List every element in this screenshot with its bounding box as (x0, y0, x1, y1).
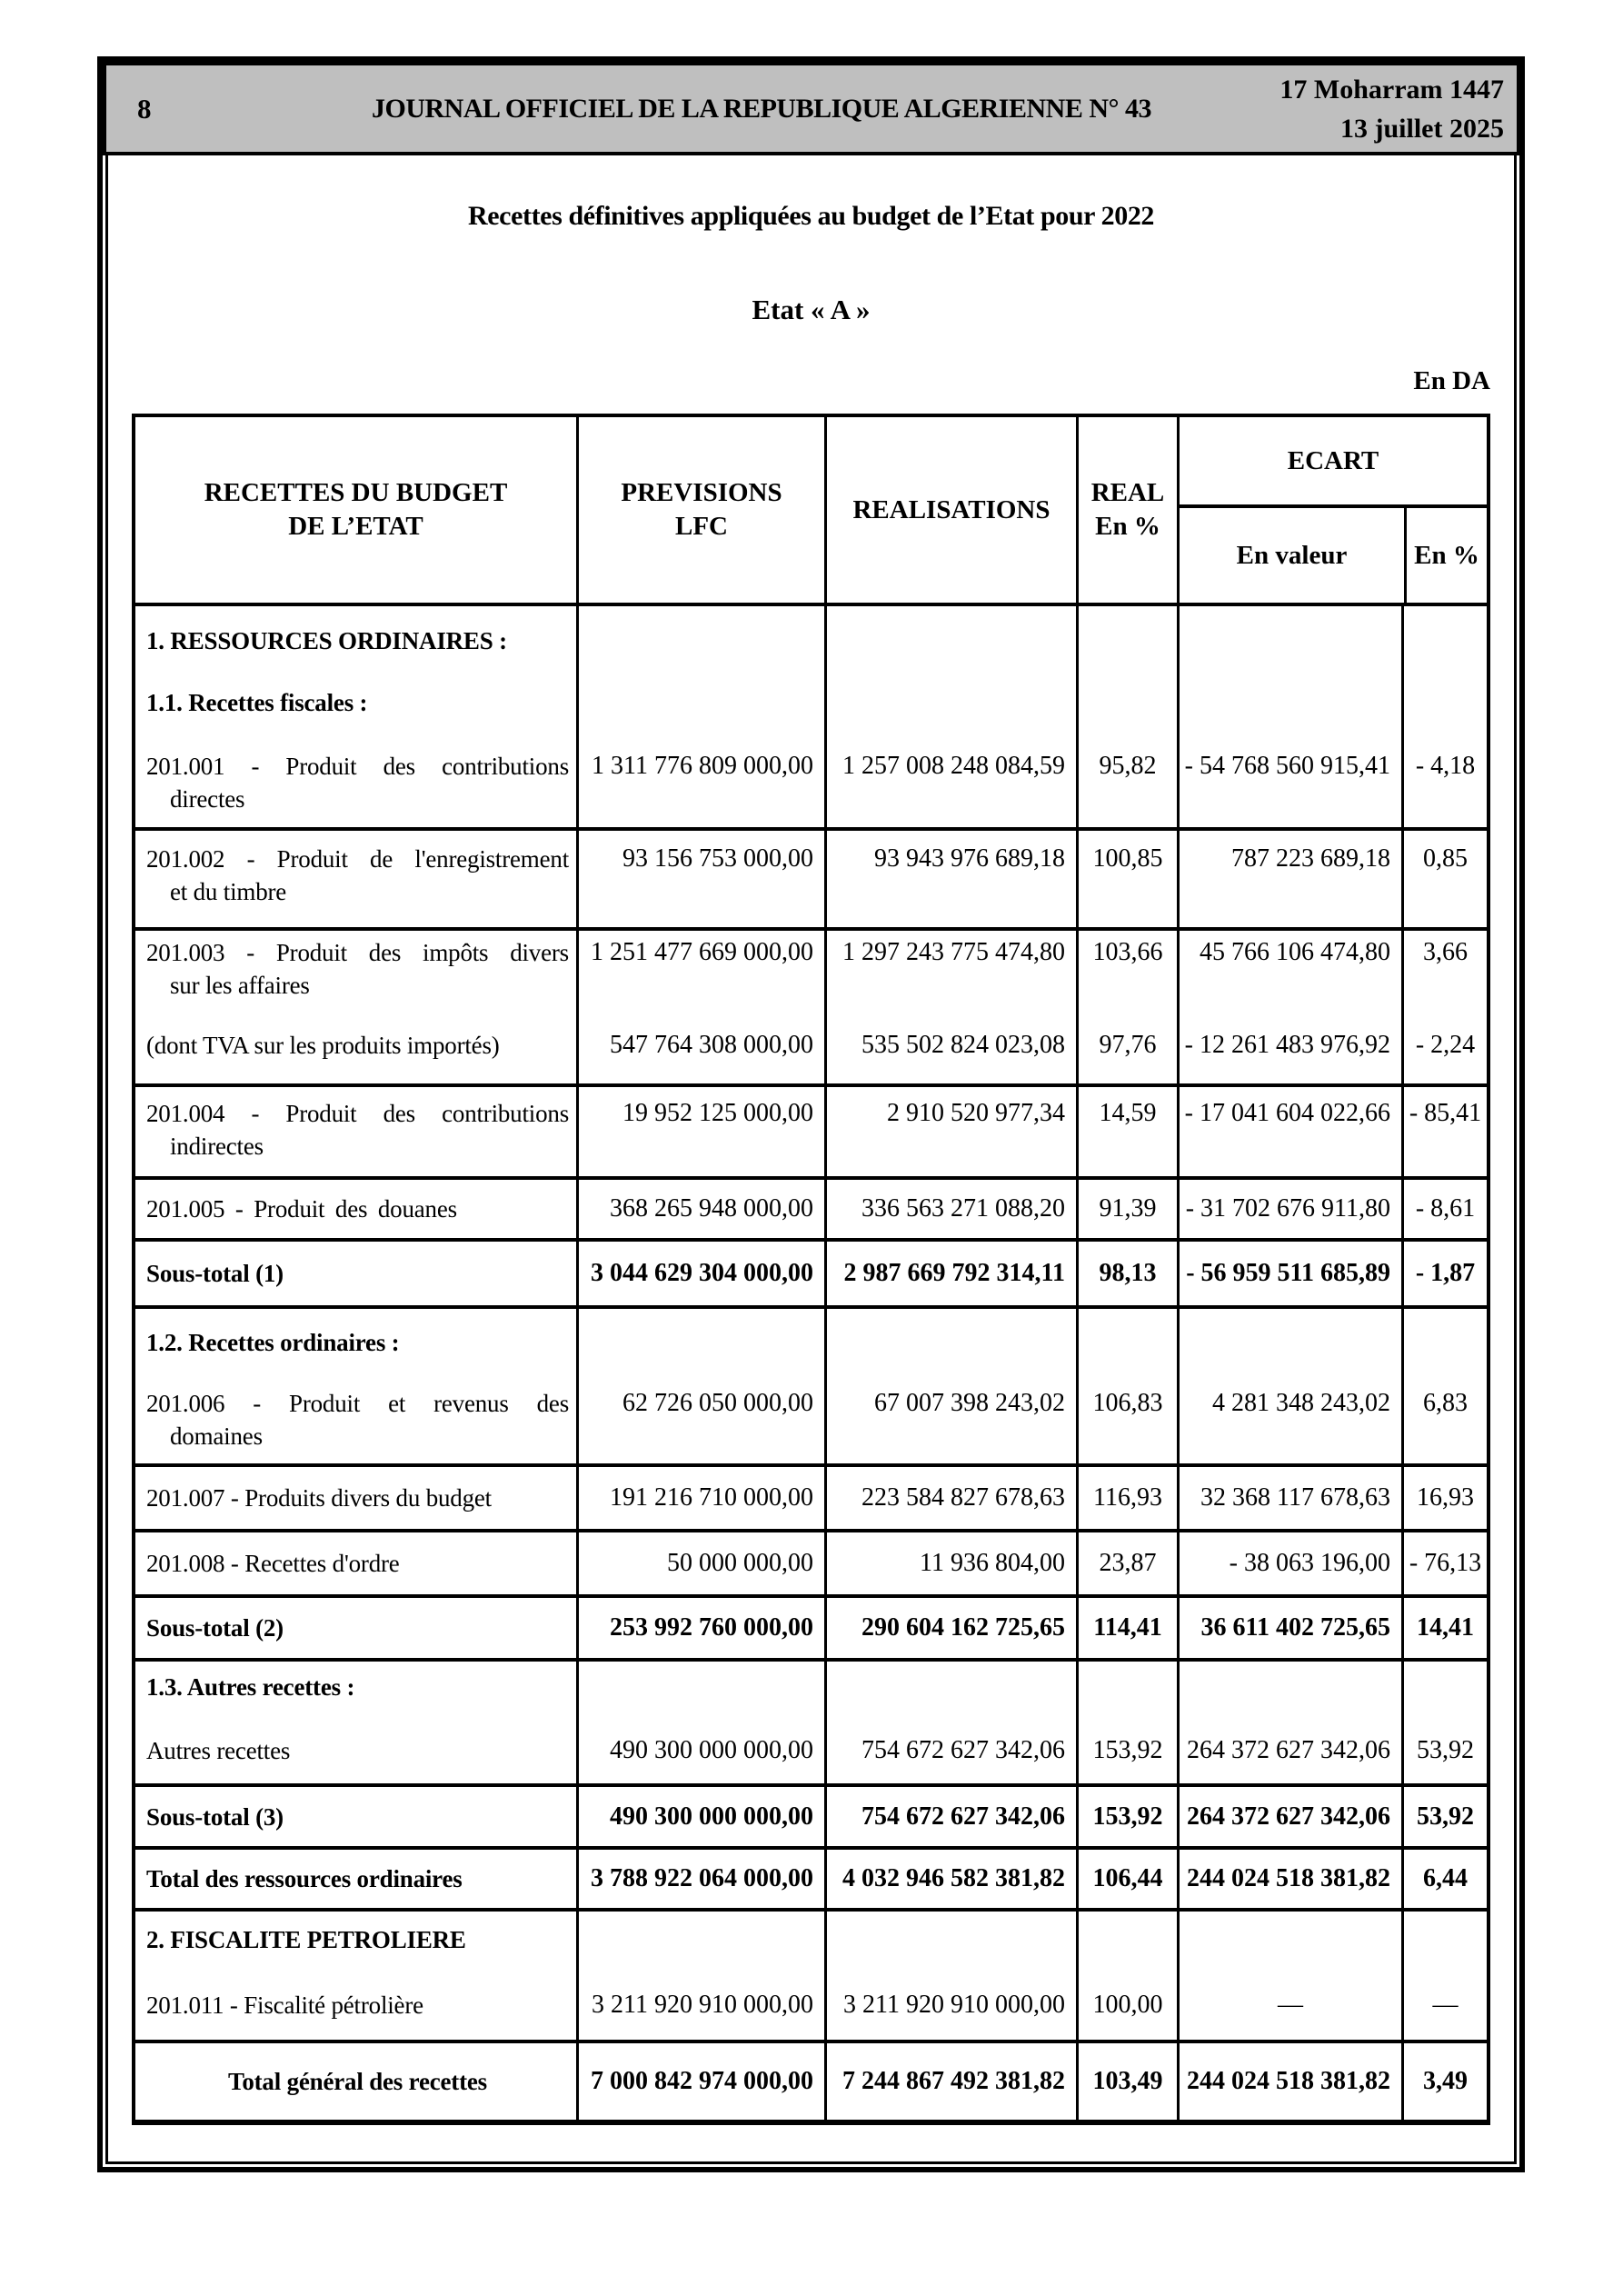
table-row (135, 1176, 1487, 1238)
cell-label (135, 1467, 576, 1529)
cell-realisations: 336 563 271 088,20 (824, 1180, 1076, 1238)
cell-real-pct: 114,41 (1076, 1598, 1177, 1658)
cell-label: 201.002 - Produit de l'enregistrement et du timbre (135, 831, 576, 927)
cell-ecart-pct: - 4,18 (1401, 606, 1487, 827)
cell-ecart-pct: 3,66 - 2,24 (1401, 931, 1487, 1083)
table-row-subtotal (135, 1783, 1487, 1846)
table-row (135, 927, 1487, 1083)
row-label: Autres recettes (146, 1737, 291, 1764)
cell-previsions: 3 788 922 064 000,00 (576, 1850, 824, 1908)
cell-ecart-pct: 14,41 (1401, 1598, 1487, 1658)
cell-real-pct: 153,92 (1076, 1787, 1177, 1846)
cell-real-pct: 23,87 (1076, 1532, 1177, 1594)
row-label: Sous-total (2) (146, 1614, 284, 1642)
cell-ecart-pct: 16,93 (1401, 1467, 1487, 1529)
cell-label (135, 1598, 576, 1658)
cell-real-pct: 106,83 (1076, 1309, 1177, 1463)
cell-label: 201.004 - Produit des contributions indirectes (135, 1087, 576, 1176)
row-label: Sous-total (1) (146, 1260, 284, 1287)
cell-label (135, 1180, 576, 1238)
cell-previsions: 1 311 776 809 000,00 (576, 606, 824, 827)
section-heading: 1.3. Autres recettes : (146, 1673, 355, 1701)
cell-real-pct: 95,82 (1076, 606, 1177, 827)
cell-real-pct: 100,85 (1076, 831, 1177, 927)
cell-previsions: 490 300 000 000,00 (576, 1662, 824, 1783)
table-row (135, 1529, 1487, 1594)
col-header-ecart-valeur: En valeur (1236, 541, 1348, 570)
header-band (103, 62, 1520, 155)
journal-title: JOURNAL OFFICIEL DE LA REPUBLIQUE ALGERIENNE N° 43 (372, 93, 1151, 124)
cell-previsions: 191 216 710 000,00 (576, 1467, 824, 1529)
cell-realisations: 223 584 827 678,63 (824, 1467, 1076, 1529)
cell-real-pct: 153,92 (1076, 1662, 1177, 1783)
cell-ecart-valeur: - 38 063 196,00 (1177, 1532, 1401, 1594)
cell-ecart-pct: - 8,61 (1401, 1180, 1487, 1238)
cell-real-pct: 100,00 (1076, 1912, 1177, 2040)
section-heading: 2. FISCALITE PETROLIERE (146, 1926, 466, 1953)
row-sublabel: (dont TVA sur les produits importés) (146, 1032, 500, 1059)
col-header-real-l2: En % (1095, 512, 1160, 541)
cell-previsions: 19 952 125 000,00 (576, 1087, 824, 1176)
col-header-recettes-l2: DE L’ETAT (288, 512, 423, 541)
cell-realisations: 3 211 920 910 000,00 (824, 1912, 1076, 2040)
col-header-real-l1: REAL (1090, 478, 1165, 507)
table-row (135, 827, 1487, 927)
cell-ecart-valeur: 32 368 117 678,63 (1177, 1467, 1401, 1529)
row-label: Total des ressources ordinaires (146, 1865, 463, 1892)
table-row (135, 1083, 1487, 1176)
row-label: 201.007 - Produits divers du budget (146, 1484, 492, 1512)
cell-realisations: 93 943 976 689,18 (824, 831, 1076, 927)
cell-previsions: 1 251 477 669 000,00 547 764 308 000,00 (576, 931, 824, 1083)
cell-ecart-valeur: — (1177, 1912, 1401, 2040)
cell-ecart-valeur: 36 611 402 725,65 (1177, 1598, 1401, 1658)
col-header-previsions (576, 417, 824, 603)
row-label: 201.003 - Produit des impôts divers sur les affaires (146, 939, 569, 999)
cell-ecart-pct: 53,92 (1401, 1787, 1487, 1846)
date-hijri: 17 Moharram 1447 (1279, 74, 1504, 105)
issue-dates (1279, 65, 1504, 152)
table-row (135, 603, 1487, 827)
cell-label (135, 1662, 576, 1783)
cell-real-pct: 116,93 (1076, 1467, 1177, 1529)
cell-label (135, 2043, 576, 2120)
table-row-subtotal (135, 1594, 1487, 1658)
cell-previsions: 253 992 760 000,00 (576, 1598, 824, 1658)
cell-real-pct: 103,49 (1076, 2043, 1177, 2120)
cell-ecart-pct: 3,49 (1401, 2043, 1487, 2120)
cell-label (135, 1787, 576, 1846)
cell-ecart-valeur: - 54 768 560 915,41 (1177, 606, 1401, 827)
cell-ecart-pct: 6,83 (1401, 1309, 1487, 1463)
row-label: 201.008 - Recettes d'ordre (146, 1550, 400, 1577)
table-row (135, 1908, 1487, 2040)
cell-ecart-valeur: 264 372 627 342,06 (1177, 1787, 1401, 1846)
row-label: 201.005 - Produit des douanes (146, 1195, 457, 1223)
cell-ecart-valeur: 45 766 106 474,80 - 12 261 483 976,92 (1177, 931, 1401, 1083)
cell-realisations: 290 604 162 725,65 (824, 1598, 1076, 1658)
table-row (135, 1658, 1487, 1783)
cell-ecart-pct: - 76,13 (1401, 1532, 1487, 1594)
cell-ecart-valeur: 244 024 518 381,82 (1177, 2043, 1401, 2120)
cell-label (135, 606, 576, 827)
date-gregorian: 13 juillet 2025 (1340, 113, 1504, 144)
col-header-previsions-l1: PREVISIONS (621, 478, 782, 507)
cell-realisations: 2 910 520 977,34 (824, 1087, 1076, 1176)
cell-ecart-valeur: - 31 702 676 911,80 (1177, 1180, 1401, 1238)
cell-realisations: 754 672 627 342,06 (824, 1787, 1076, 1846)
row-label: 201.011 - Fiscalité pétrolière (146, 1992, 423, 2019)
cell-previsions: 368 265 948 000,00 (576, 1180, 824, 1238)
subsection-heading: 1.1. Recettes fiscales : (146, 689, 368, 716)
col-header-recettes-l1: RECETTES DU BUDGET (204, 478, 508, 507)
section-heading: 1.2. Recettes ordinaires : (146, 1329, 400, 1356)
row-label: 201.002 - Produit de l'enregistrement (146, 845, 569, 873)
col-header-recettes (135, 417, 576, 603)
row-label: Total général des recettes (228, 2068, 487, 2095)
cell-realisations: 2 987 669 792 314,11 (824, 1242, 1076, 1305)
page-number: 8 (137, 92, 152, 125)
cell-previsions: 3 044 629 304 000,00 (576, 1242, 824, 1305)
cell-label (135, 1850, 576, 1908)
row-label: 201.001 - Produit des contributions directes (146, 753, 569, 813)
cell-realisations: 4 032 946 582 381,82 (824, 1850, 1076, 1908)
currency-note: En DA (1413, 366, 1490, 395)
cell-ecart-valeur: 787 223 689,18 (1177, 831, 1401, 927)
col-header-real-pct (1076, 417, 1177, 603)
col-header-previsions-l2: LFC (675, 512, 728, 541)
cell-ecart-valeur: 264 372 627 342,06 (1177, 1662, 1401, 1783)
cell-label (135, 1912, 576, 2040)
document-title: Recettes définitives appliquées au budget de l’Etat pour 2022 (467, 201, 1155, 231)
cell-ecart-pct: 53,92 (1401, 1662, 1487, 1783)
cell-ecart-pct: 0,85 (1401, 831, 1487, 927)
cell-previsions: 490 300 000 000,00 (576, 1787, 824, 1846)
cell-ecart-valeur: - 56 959 511 685,89 (1177, 1242, 1401, 1305)
cell-realisations: 67 007 398 243,02 (824, 1309, 1076, 1463)
cell-real-pct: 106,44 (1076, 1850, 1177, 1908)
table-row-grand-total (135, 2040, 1487, 2120)
cell-ecart-pct: - 85,41 (1401, 1087, 1487, 1176)
table-row (135, 1305, 1487, 1463)
cell-ecart-pct: 6,44 (1401, 1850, 1487, 1908)
cell-label (135, 1309, 576, 1463)
cell-real-pct: 14,59 (1076, 1087, 1177, 1176)
cell-previsions: 3 211 920 910 000,00 (576, 1912, 824, 2040)
row-label: 201.006 - Produit et revenus des domaines (146, 1390, 569, 1450)
cell-previsions: 93 156 753 000,00 (576, 831, 824, 927)
budget-table (132, 414, 1490, 2125)
cell-realisations: 1 297 243 775 474,80 535 502 824 023,08 (824, 931, 1076, 1083)
cell-ecart-valeur: - 17 041 604 022,66 (1177, 1087, 1401, 1176)
table-header-row (135, 417, 1487, 603)
col-header-ecart-pct: En % (1404, 508, 1487, 603)
cell-ecart-pct: — (1401, 1912, 1487, 2040)
cell-label (135, 931, 576, 1083)
cell-ecart-pct: - 1,87 (1401, 1242, 1487, 1305)
cell-ecart-valeur: 4 281 348 243,02 (1177, 1309, 1401, 1463)
row-label: Sous-total (3) (146, 1802, 284, 1831)
row-label: 201.004 - Produit des contributions (146, 1100, 569, 1127)
col-header-ecart-group (1177, 417, 1487, 603)
cell-ecart-valeur: 244 024 518 381,82 (1177, 1850, 1401, 1908)
col-header-realisations: REALISATIONS (824, 417, 1076, 603)
cell-real-pct: 98,13 (1076, 1242, 1177, 1305)
table-row-total (135, 1846, 1487, 1908)
cell-label (135, 1242, 576, 1305)
section-heading: 1. RESSOURCES ORDINAIRES : (146, 627, 507, 654)
cell-real-pct: 91,39 (1076, 1180, 1177, 1238)
cell-realisations: 754 672 627 342,06 (824, 1662, 1076, 1783)
cell-previsions: 62 726 050 000,00 (576, 1309, 824, 1463)
cell-realisations: 1 257 008 248 084,59 (824, 606, 1076, 827)
col-header-ecart: ECART (1180, 417, 1487, 508)
col-header-ecart-sub (1180, 508, 1487, 603)
table-row-subtotal (135, 1238, 1487, 1305)
cell-previsions: 7 000 842 974 000,00 (576, 2043, 824, 2120)
state-label: Etat « A » (752, 294, 871, 325)
table-row (135, 1463, 1487, 1529)
cell-realisations: 7 244 867 492 381,82 (824, 2043, 1076, 2120)
cell-real-pct: 103,66 97,76 (1076, 931, 1177, 1083)
cell-realisations: 11 936 804,00 (824, 1532, 1076, 1594)
cell-label (135, 1532, 576, 1594)
cell-previsions: 50 000 000,00 (576, 1532, 824, 1594)
